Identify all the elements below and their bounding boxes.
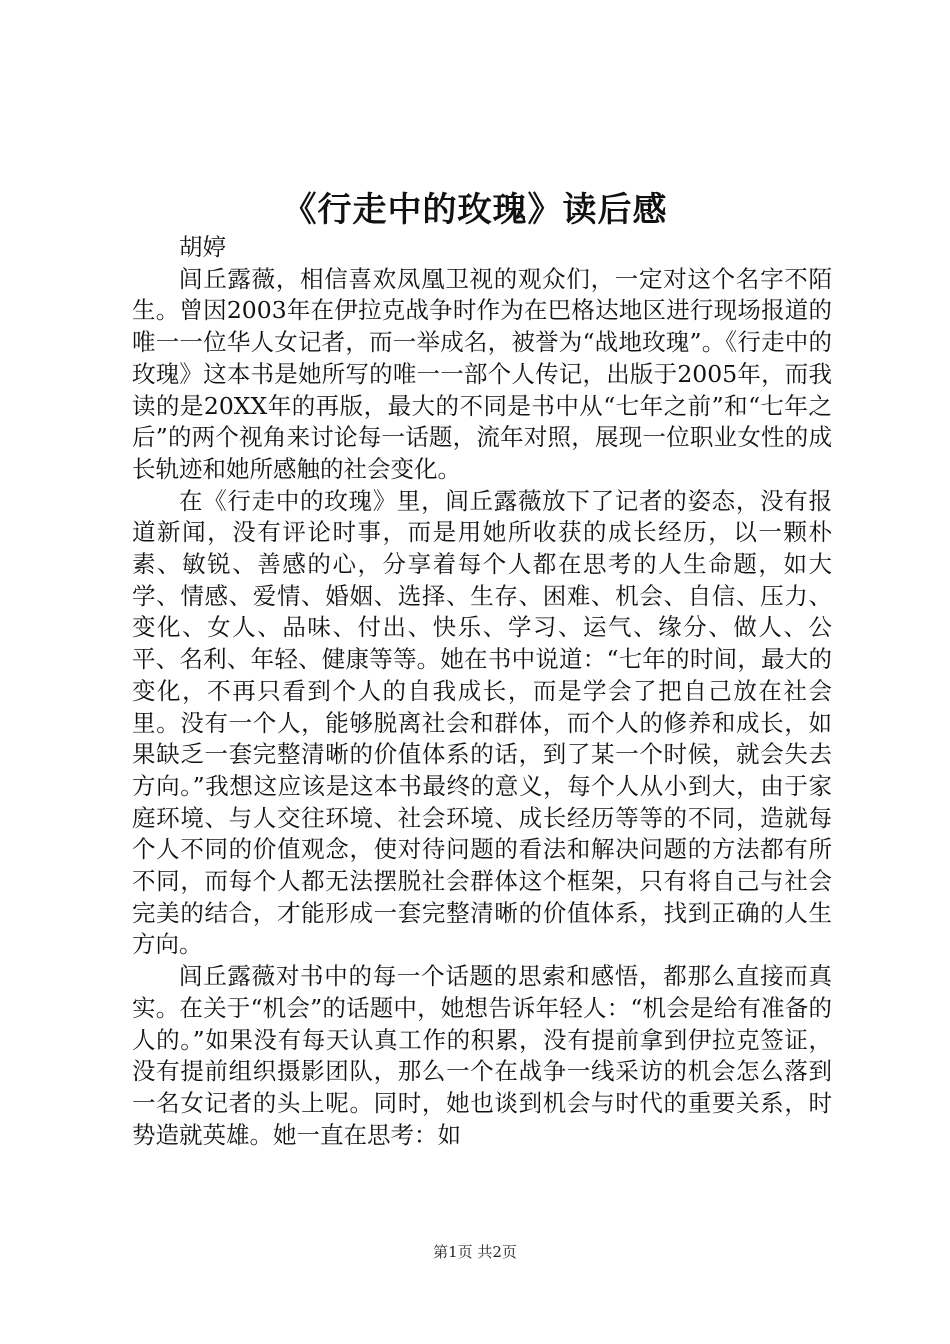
page-title: 《行走中的玫瑰》读后感 bbox=[282, 190, 668, 230]
paragraph-1: 闾丘露薇，相信喜欢凤凰卫视的观众们，一定对这个名字不陌生。曾因2003年在伊拉克战争时作为在巴格达地区进行现场报道的唯一一位华人女记者，而一举成名，被誉为“战地玫瑰”。《行走中的玫瑰》这本书是她所写的唯一一部个人传记，出版于2005年，而我读的是20XX年的再版，最大的不同是书中从“七年之前”和“七年之后”的两个视角来讨论每一话题，流年对照，展现一位职业女性的成长轨迹和她所感触的社会变化。 bbox=[132, 264, 832, 483]
document-body bbox=[132, 232, 832, 1151]
paragraph-2: 在《行走中的玫瑰》里，闾丘露薇放下了记者的姿态，没有报道新闻，没有评论时事，而是用她所收获的成长经历，以一颗朴素、敏锐、善感的心，分享着每个人都在思考的人生命题，如大学、情感、爱情、婚姻、选择、生存、困难、机会、自信、压力、变化、女人、品味、付出、快乐、学习、运气、缘分、做人、公平、名利、年轻、健康等等。她在书中说道：“七年的时间，最大的变化，不再只看到个人的自我成长，而是学会了把自己放在社会里。没有一个人，能够脱离社会和群体，而个人的修养和成长，如果缺乏一套完整清晰的价值体系的话，到了某一个时候，就会失去方向。”我想这应该是这本书最终的意义，每个人从小到大，由于家庭环境、与人交往环境、社会环境、成长经历等等的不同，造就每个人不同的价值观念，使对待问题的看法和解决问题的方法都有所不同，而每个人都无法摆脱社会群体这个框架，只有将自己与社会完美的结合，才能形成一套完整清晰的价值体系，找到正确的人生方向。 bbox=[132, 486, 832, 959]
page-number-footer: 第1页 共2页 bbox=[433, 1243, 517, 1261]
paragraph-3: 闾丘露薇对书中的每一个话题的思索和感悟，都那么直接而真实。在关于“机会”的话题中，她想告诉年轻人：“机会是给有准备的人的。”如果没有每天认真工作的积累，没有提前拿到伊拉克签证，没有提前组织摄影团队，那么一个在战争一线采访的机会怎么落到一名女记者的头上呢。同时，她也谈到机会与时代的重要关系，时势造就英雄。她一直在思考：如 bbox=[132, 962, 832, 1149]
author-name: 胡婷 bbox=[179, 233, 226, 261]
